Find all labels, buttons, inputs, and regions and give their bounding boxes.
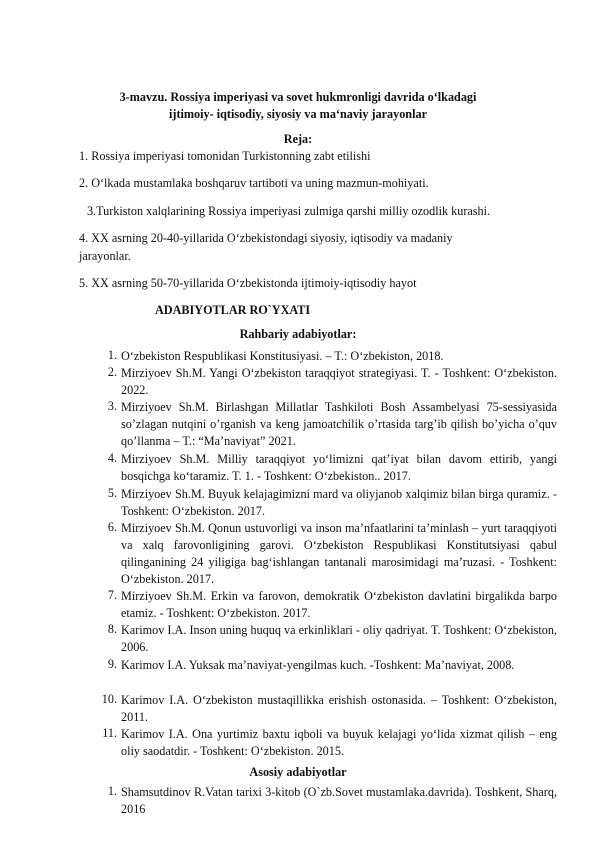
main-literature-number: 8. [107, 622, 117, 636]
main-literature-entry: Mirziyoev Sh.M. Milliy taraqqiyot yo‘limizni qat’iyat bilan davom ettirib, yangi bosqichga ko‘taramiz. T. 1. - Toshkent: O‘zbekiston.. 2017. [121, 452, 557, 483]
main-literature-heading: Rahbariy adabiyotlar: [239, 327, 357, 341]
main-literature-number: 1. [107, 348, 117, 362]
literature-heading: ADABIYOTLAR RO`YXATI [155, 303, 311, 317]
main-literature-entry: Mirziyoev Sh.M. Birlashgan Millatlar Tashkiloti Bosh Assambelyasi 75-sessiyasida so’zlagan nutqini o’rganish va keng jamoatchilik o’rtasida targ’ib qilish bo’yicha o’quv qo’llanma – T.: “Ma’naviyat” 2021. [121, 400, 557, 448]
main-literature-entry: O‘zbekiston Respublikasi Konstitusiyasi. – T.: O‘zbekiston, 2018. [121, 349, 444, 363]
plan-item-3: 3.Turkiston xalqlarining Rossiya imperiyasi zulmiga qarshi milliy ozodlik kurashi. [87, 204, 491, 218]
main-literature-entry: Mirziyoev Sh.M. Buyuk kelajagimizni mard va oliyjanob xalqimiz bilan birga quramiz. - Toshkent: O‘zbekiston. 2017. [121, 487, 557, 518]
main-literature-number: 5. [107, 486, 117, 500]
main-literature-number: 11. [102, 726, 117, 740]
main-literature-entry: Mirziyoev Sh.M. Qonun ustuvorligi va inson ma’nfaatlarini ta’minlash – yurt taraqqiyoti va xalq farovonligining garovi. O‘zbekiston Respublikasi Konstitutsiyasi qabul qilinganining 24 yiligiga bag‘ishlangan tantanali marosimidagi ma’ruzasi. - Toshkent: O‘zbekiston. 2017. [121, 521, 557, 586]
main-literature-entry: Karimov I.A. Inson uning huquq va erkinliklari - oliy qadriyat. T. Toshkent: O‘zbekiston, 2006. [121, 623, 557, 654]
main-literature-entry: Karimov I.A. Yuksak ma’naviyat-yengilmas kuch. -Toshkent: Ma’naviyat, 2008. [121, 658, 515, 672]
plan-heading: Reja: [283, 132, 313, 146]
main-literature-number: 3. [107, 399, 117, 413]
main-literature-number: 6. [107, 520, 117, 534]
main-literature-number: 10. [101, 692, 117, 706]
main-literature-number: 2. [107, 365, 117, 379]
topic-title-line1: 3-mavzu. Rossiya imperiyasi va sovet hukmrоnligi davrida o‘lkadagi [119, 90, 477, 104]
plan-item-5: 5. XX asrning 50-70-yillarida O‘zbekistonda ijtimoiy-iqtisodiy hayot [79, 276, 417, 290]
main-literature-entry: Mirziyoev Sh.M. Yangi O‘zbekiston taraqqiyot strategiyasi. T. - Toshkent: O‘zbekiston. 2022. [121, 366, 557, 397]
main-literature-number: 4. [107, 451, 117, 465]
basic-literature-entry: Shamsutdinov R.Vatan tarixi 3-kitob (O`zb.Sovet mustamlaka.davrida). Toshkent, Sharq, 2016 [121, 785, 557, 816]
main-literature-number: 9. [107, 657, 117, 671]
plan-item-2: 2. O‘lkada mustamlaka boshqaruv tartiboti va uning mazmun-mohiyati. [79, 176, 429, 190]
basic-literature-heading: Asosiy adabiyotlar [249, 765, 347, 779]
plan-item-4: 4. XX asrning 20-40-yillarida O‘zbekistondagi siyosiy, iqtisodiy va madaniy [79, 231, 453, 245]
main-literature-entry: Karimov I.A. Ona yurtimiz baxtu iqboli va buyuk kelajagi yo‘lida xizmat qilish – eng oliy saodatdir. - Toshkent: O‘zbekiston. 2015. [121, 727, 557, 758]
topic-title-line2: ijtimoiy- iqtisodiy, siyosiy va ma‘naviy jarayonlar [169, 107, 427, 121]
basic-literature-number: 1. [107, 784, 117, 798]
plan-item-1: 1. Rossiya imperiyasi tomonidan Turkistonning zabt etilishi [79, 149, 371, 163]
main-literature-entry: Karimov I.A. O‘zbekiston mustaqillikka erishish ostonasida. – Toshkent: O‘zbekiston, 2011. [121, 693, 557, 724]
main-literature-entry: Mirziyoev Sh.M. Erkin va farovon, demokratik O‘zbekiston davlatini birgalikda barpo etamiz. - Toshkent: O‘zbekiston. 2017. [121, 589, 557, 620]
main-literature-number: 7. [107, 588, 117, 602]
plan-item-4-cont: jarayonlar. [79, 249, 131, 263]
